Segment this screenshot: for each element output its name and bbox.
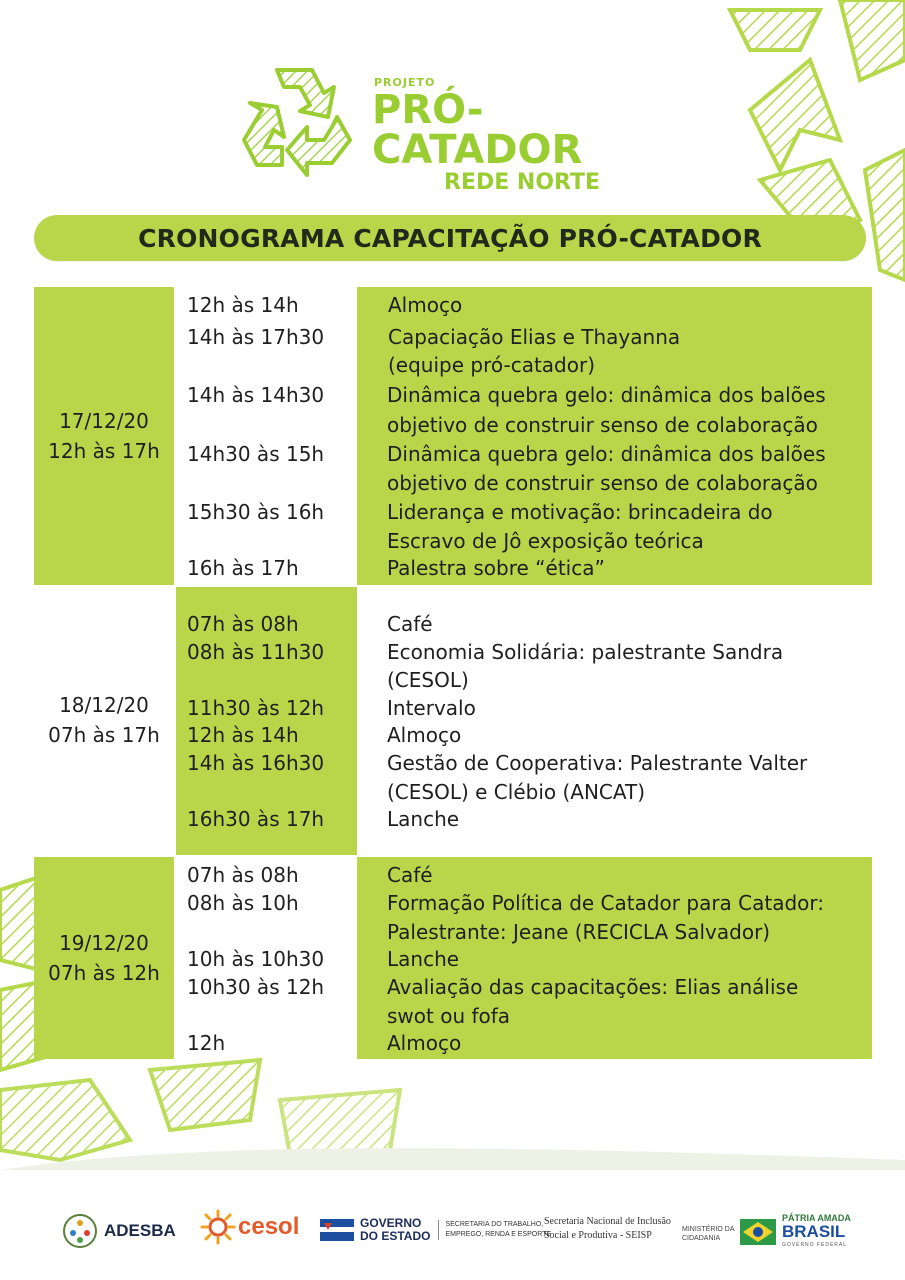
day3-row5-time: 12h bbox=[187, 1031, 226, 1055]
day2-row6-desc-line1: Lanche bbox=[387, 807, 460, 831]
day2-date: 18/12/20 bbox=[59, 693, 149, 717]
cesol-text: cesol bbox=[238, 1213, 300, 1240]
day1-row2-time: 14h às 17h30 bbox=[187, 325, 325, 349]
adesba-logo bbox=[62, 1213, 176, 1249]
day3-row2-time: 08h às 10h bbox=[187, 891, 299, 915]
governo-federal-logo bbox=[740, 1213, 851, 1251]
day2-date-cell bbox=[34, 680, 174, 760]
ministerio-line1: MINISTÉRIO DA bbox=[682, 1226, 735, 1233]
day1-row3-time: 14h às 14h30 bbox=[187, 383, 325, 407]
day3-row4-desc-line2: swot ou fofa bbox=[387, 1004, 511, 1028]
day2-row3-desc-line1: Intervalo bbox=[387, 696, 476, 720]
day1-row5-desc-line1: Liderança e motivação: brincadeira do bbox=[387, 500, 773, 524]
day2-row5-time: 14h às 16h30 bbox=[187, 751, 325, 775]
governo-estado-logo bbox=[320, 1217, 551, 1243]
day2-row2-time: 08h às 11h30 bbox=[187, 640, 325, 664]
patria-amada-text: PÁTRIA AMADA bbox=[782, 1213, 851, 1223]
day2-row2-desc-line2: (CESOL) bbox=[387, 668, 469, 692]
day1-row4-time: 14h30 às 15h bbox=[187, 442, 325, 466]
footer-logos bbox=[0, 1195, 905, 1265]
title-bar bbox=[34, 215, 866, 261]
page-title: CRONOGRAMA CAPACITAÇÃO PRÓ-CATADOR bbox=[138, 223, 762, 253]
day2-row4-time: 12h às 14h bbox=[187, 723, 299, 747]
day1-row3-desc-line2: objetivo de construir senso de colaboração bbox=[387, 413, 818, 437]
seisp-text-block bbox=[544, 1215, 671, 1243]
secretaria-line2: EMPREGO, RENDA E ESPORTE bbox=[445, 1231, 552, 1238]
day3-row1-desc-line1: Café bbox=[387, 863, 433, 887]
governo-line1: GOVERNO bbox=[360, 1216, 422, 1230]
day1-row2-desc-line1: Capaciação Elias e Thayanna bbox=[388, 325, 681, 349]
day3-row4-time: 10h30 às 12h bbox=[187, 975, 325, 999]
day2-row2-desc-line1: Economia Solidária: palestrante Sandra bbox=[387, 640, 784, 664]
brazil-flag-icon bbox=[740, 1219, 776, 1245]
logo-small-text: PROJETO bbox=[374, 76, 436, 89]
day3-hours: 07h às 12h bbox=[48, 961, 160, 985]
logo-wordmark bbox=[372, 77, 682, 194]
day3-row2-desc-line2: Palestrante: Jeane (RECICLA Salvador) bbox=[387, 920, 771, 944]
seisp-line2: Social e Produtiva - SEISP bbox=[544, 1230, 652, 1241]
day1-row3-desc-line1: Dinâmica quebra gelo: dinâmica dos balões bbox=[387, 383, 826, 407]
day3-row1-time: 07h às 08h bbox=[187, 863, 299, 887]
day3-row3-desc-line1: Lanche bbox=[387, 947, 460, 971]
day3-row5-desc-line1: Almoço bbox=[387, 1031, 462, 1055]
adesba-emblem-icon bbox=[62, 1213, 98, 1249]
seisp-line1: Secretaria Nacional de Inclusão bbox=[544, 1216, 671, 1227]
day2-hours: 07h às 17h bbox=[48, 723, 160, 747]
day1-row2-desc-line2: (equipe pró-catador) bbox=[388, 353, 596, 377]
project-logo bbox=[232, 55, 682, 195]
day1-row6-desc-line1: Palestra sobre “ética” bbox=[387, 556, 605, 580]
day1-row5-time: 15h30 às 16h bbox=[187, 500, 325, 524]
day1-date: 17/12/20 bbox=[59, 409, 149, 433]
day2-row1-time: 07h às 08h bbox=[187, 612, 299, 636]
day1-row4-desc-line1: Dinâmica quebra gelo: dinâmica dos balões bbox=[387, 442, 826, 466]
governo-line2: DO ESTADO bbox=[360, 1229, 431, 1243]
day3-date-cell bbox=[34, 857, 174, 1059]
brasil-text: BRASIL bbox=[782, 1222, 846, 1241]
day1-row1-desc-line1: Almoço bbox=[388, 293, 463, 317]
day1-row5-desc-line2: Escravo de Jô exposição teórica bbox=[387, 529, 704, 553]
day2-row5-desc-line1: Gestão de Cooperativa: Palestrante Valter bbox=[387, 751, 808, 775]
day1-row6-time: 16h às 17h bbox=[187, 556, 299, 580]
day2-row4-desc-line1: Almoço bbox=[387, 723, 462, 747]
day1-row4-desc-line2: objetivo de construir senso de colaboração bbox=[387, 471, 818, 495]
adesba-text: ADESBA bbox=[104, 1221, 176, 1240]
governo-federal-text: GOVERNO FEDERAL bbox=[782, 1242, 848, 1248]
cesol-sun-icon bbox=[200, 1209, 236, 1245]
day3-date: 19/12/20 bbox=[59, 931, 149, 955]
day2-row5-desc-line2: (CESOL) e Clébio (ANCAT) bbox=[387, 780, 646, 804]
day1-row1-time: 12h às 14h bbox=[187, 293, 299, 317]
recycle-icon bbox=[232, 55, 357, 180]
day2-row1-desc-line1: Café bbox=[387, 612, 433, 636]
day3-row4-desc-line1: Avaliação das capacitações: Elias análise bbox=[387, 975, 799, 999]
bahia-flag-icon bbox=[320, 1219, 354, 1241]
day1-hours: 12h às 17h bbox=[48, 439, 160, 463]
ministerio-cidadania bbox=[682, 1225, 735, 1243]
logo-main-text: PRÓ-CATADOR bbox=[372, 87, 583, 173]
secretaria-line1: SECRETARIA DO TRABALHO, bbox=[445, 1221, 544, 1228]
day1-date-cell bbox=[34, 287, 174, 585]
day3-row2-desc-line1: Formação Política de Catador para Catador: bbox=[387, 891, 825, 915]
day2-row6-time: 16h30 às 17h bbox=[187, 807, 325, 831]
day2-row3-time: 11h30 às 12h bbox=[187, 696, 325, 720]
logo-sub-text: REDE NORTE bbox=[444, 170, 601, 195]
day3-row3-time: 10h às 10h30 bbox=[187, 947, 325, 971]
cesol-logo bbox=[200, 1209, 299, 1245]
recycle-arrow-decoration-bottom-icon bbox=[0, 1050, 905, 1170]
ministerio-line2: CIDADANIA bbox=[682, 1235, 721, 1242]
